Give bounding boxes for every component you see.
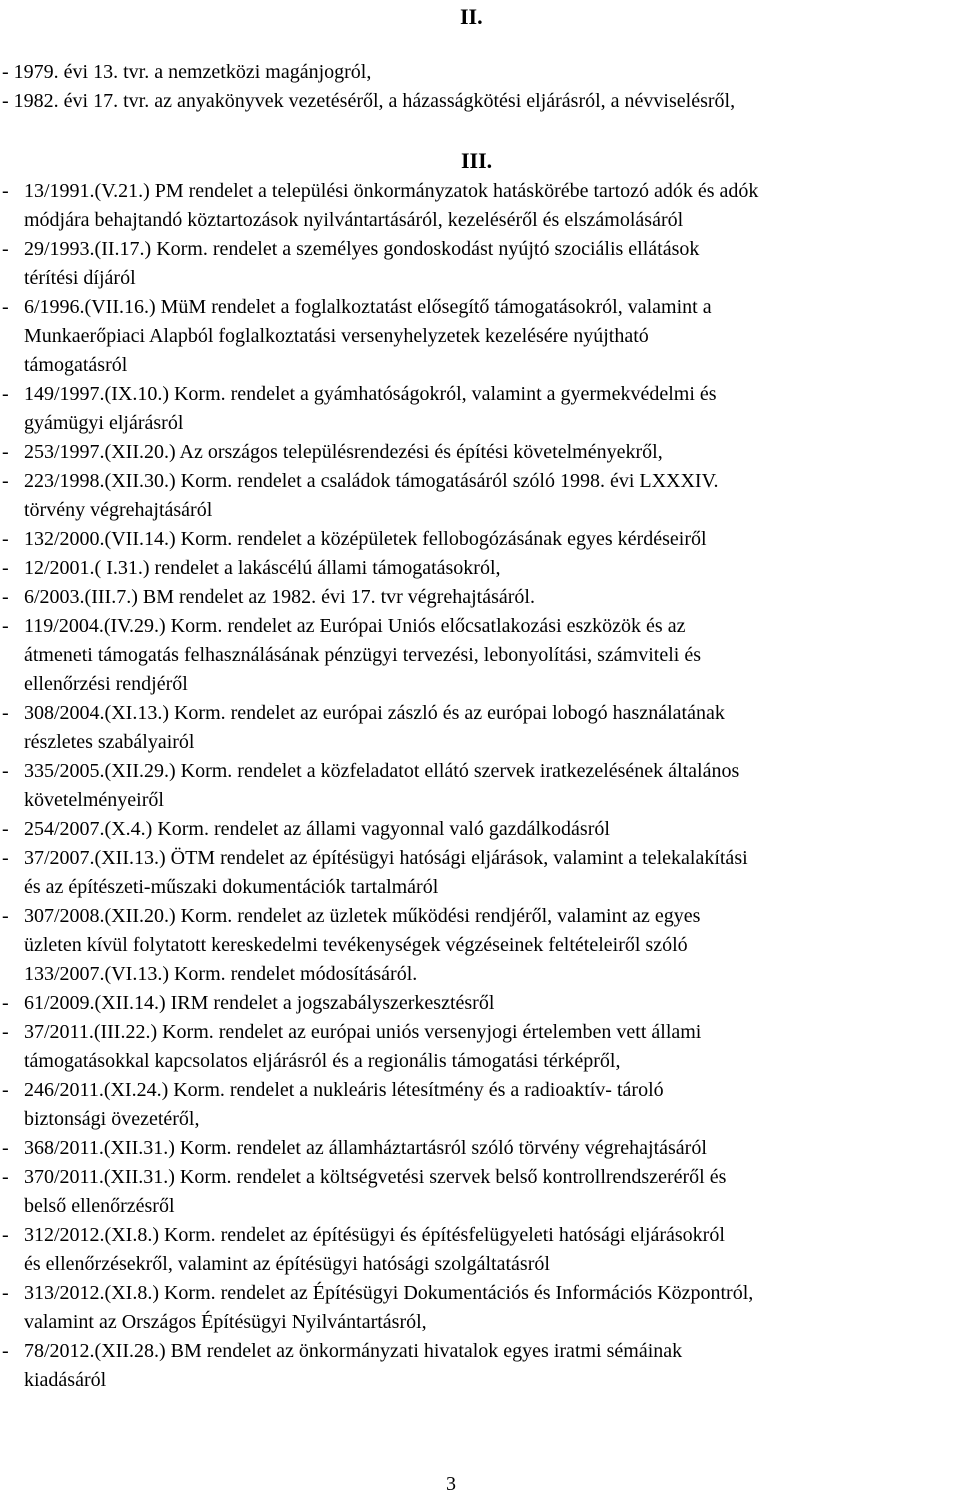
text-line: 132/2000.(VII.14.) Korm. rendelet a középületek fellobogózásának egyes kérdéseiről [24, 528, 707, 550]
list-item-dash: - [2, 238, 9, 260]
text-line: 307/2008.(XII.20.) Korm. rendelet az üzletek működési rendjéről, valamint az egyes [24, 905, 701, 927]
list-item-text [24, 380, 952, 438]
text-line: üzleten kívül folytatott kereskedelmi tevékenységek végzéseinek feltételeiről szóló [24, 934, 688, 956]
list-item-text [24, 177, 952, 235]
text-line: 253/1997.(XII.20.) Az országos településrendezési és építési követelményekről, [24, 441, 663, 463]
list-item [2, 989, 952, 1018]
text-line: 29/1993.(II.17.) Korm. rendelet a személyes gondoskodást nyújtó szociális ellátások [24, 238, 700, 260]
text-line: 368/2011.(XII.31.) Korm. rendelet az államháztartásról szóló törvény végrehajtásáról [24, 1137, 707, 1159]
text-line: 370/2011.(XII.31.) Korm. rendelet a költségvetési szervek belső kontrollrendszeréről és [24, 1166, 727, 1188]
text-line: kiadásáról [24, 1369, 107, 1391]
list-item-dash: - [2, 383, 9, 405]
list-item-text [24, 1221, 952, 1279]
list-item-dash: - [2, 1282, 9, 1304]
list-item [2, 583, 952, 612]
text-line: és az építészeti-műszaki dokumentációk tartalmáról [24, 876, 439, 898]
list-item [2, 1018, 952, 1076]
text-line: 13/1991.(V.21.) PM rendelet a települési önkormányzatok hatáskörébe tartozó adók és adók [24, 180, 759, 202]
list-item-text [24, 1279, 952, 1337]
list-item [2, 699, 952, 757]
list-item-dash: - [2, 992, 9, 1014]
text-line: 78/2012.(XII.28.) BM rendelet az önkormányzati hivatalok egyes iratmi sémáinak [24, 1340, 683, 1362]
list-item [2, 177, 952, 235]
text-line: támogatásokkal kapcsolatos eljárásról és a regionális támogatási térképről, [24, 1050, 621, 1072]
list-item [2, 1337, 952, 1395]
list-item-text [24, 235, 952, 293]
list-item-dash: - [2, 1021, 9, 1043]
list-item [2, 1163, 952, 1221]
section-ii-list [2, 58, 952, 116]
page-number: 3 [446, 1473, 456, 1495]
text-line: és ellenőrzésekről, valamint az építésügyi hatósági szolgáltatásról [24, 1253, 550, 1275]
list-item [2, 293, 952, 380]
list-item [2, 902, 952, 989]
text-line: 133/2007.(VI.13.) Korm. rendelet módosításáról. [24, 963, 418, 985]
list-item-dash: - [2, 702, 9, 724]
text-line: 312/2012.(XI.8.) Korm. rendelet az építésügyi és építésfelügyeleti hatósági eljárásokról [24, 1224, 725, 1246]
list-item [2, 612, 952, 699]
section-iii-heading: III. [461, 148, 493, 173]
text-line: ellenőrzési rendjéről [24, 673, 188, 695]
list-item-dash: - [2, 1137, 9, 1159]
list-item-text [24, 844, 952, 902]
text-line: támogatásról [24, 354, 128, 376]
list-item-dash: - [2, 441, 9, 463]
text-line: 61/2009.(XII.14.) IRM rendelet a jogszabályszerkesztésről [24, 992, 495, 1014]
text-line: 6/2003.(III.7.) BM rendelet az 1982. évi 17. tvr végrehajtásáról. [24, 586, 535, 608]
list-item-text [24, 815, 952, 844]
list-item-text [24, 1134, 952, 1163]
list-item [2, 438, 952, 467]
text-line: törvény végrehajtásáról [24, 499, 213, 521]
list-item [2, 525, 952, 554]
text-line: biztonsági övezetéről, [24, 1108, 200, 1130]
text-line: Munkaerőpiaci Alapból foglalkoztatási versenyhelyzetek kezelésére nyújtható [24, 325, 649, 347]
text-line: átmeneti támogatás felhasználásának pénzügyi tervezési, lebonyolítási, számviteli és [24, 644, 701, 666]
section-ii-heading: II. [460, 4, 483, 29]
list-item [2, 844, 952, 902]
list-item-dash: - [2, 818, 9, 840]
list-item-dash: - [2, 1224, 9, 1246]
text-line: 246/2011.(XI.24.) Korm. rendelet a nukleáris létesítmény és a radioaktív- tároló [24, 1079, 664, 1101]
text-line: követelményeiről [24, 789, 164, 811]
text-line: 313/2012.(XI.8.) Korm. rendelet az Építésügyi Dokumentációs és Információs Központról, [24, 1282, 754, 1304]
list-item-dash: - [2, 1340, 9, 1362]
text-line: 223/1998.(XII.30.) Korm. rendelet a családok támogatásáról szóló 1998. évi LXXXIV. [24, 470, 719, 492]
list-item-text [24, 612, 952, 699]
list-item-text [24, 293, 952, 380]
list-item [2, 1221, 952, 1279]
text-line: 335/2005.(XII.29.) Korm. rendelet a közfeladatot ellátó szervek iratkezelésének általános [24, 760, 740, 782]
list-item-text [24, 1163, 952, 1221]
list-item-text [24, 1076, 952, 1134]
list-item-text [24, 467, 952, 525]
list-item-text [24, 699, 952, 757]
text-line: részletes szabályairól [24, 731, 195, 753]
list-item-dash: - [2, 557, 9, 579]
list-item-dash: - [2, 586, 9, 608]
list-item-dash: - [2, 615, 9, 637]
list-item-dash: - [2, 296, 9, 318]
text-line: valamint az Országos Építésügyi Nyilvántartásról, [24, 1311, 427, 1333]
list-item [2, 1076, 952, 1134]
list-item-text [24, 583, 952, 612]
list-item-text [24, 554, 952, 583]
text-line: módjára behajtandó köztartozások nyilvántartásáról, kezeléséről és elszámolásáról [24, 209, 684, 231]
list-item-dash: - [2, 470, 9, 492]
list-item [2, 554, 952, 583]
list-item-text [24, 902, 952, 989]
section-iii-list [2, 177, 952, 1395]
text-line: 12/2001.( I.31.) rendelet a lakáscélú állami támogatásokról, [24, 557, 501, 579]
list-item-text [24, 757, 952, 815]
list-item-dash: - [2, 760, 9, 782]
list-item: - 1979. évi 13. tvr. a nemzetközi magánjogról, [2, 61, 372, 83]
list-item [2, 815, 952, 844]
text-line: 308/2004.(XI.13.) Korm. rendelet az európai zászló és az európai lobogó használatának [24, 702, 725, 724]
text-line: belső ellenőrzésről [24, 1195, 175, 1217]
text-line: 119/2004.(IV.29.) Korm. rendelet az Európai Uniós előcsatlakozási eszközök és az [24, 615, 686, 637]
list-item-text [24, 438, 952, 467]
list-item [2, 380, 952, 438]
list-item [2, 1134, 952, 1163]
list-item-text [24, 525, 952, 554]
list-item-dash: - [2, 1166, 9, 1188]
list-item [2, 235, 952, 293]
text-line: 37/2011.(III.22.) Korm. rendelet az európai uniós versenyjogi értelemben vett állami [24, 1021, 702, 1043]
text-line: 254/2007.(X.4.) Korm. rendelet az állami vagyonnal való gazdálkodásról [24, 818, 610, 840]
list-item [2, 757, 952, 815]
list-item [2, 1279, 952, 1337]
text-line: 149/1997.(IX.10.) Korm. rendelet a gyámhatóságokról, valamint a gyermekvédelmi és [24, 383, 717, 405]
text-line: 6/1996.(VII.16.) MüM rendelet a foglalkoztatást elősegítő támogatásokról, valamint a [24, 296, 712, 318]
list-item-text [24, 989, 952, 1018]
list-item [2, 467, 952, 525]
list-item-dash: - [2, 528, 9, 550]
list-item-dash: - [2, 1079, 9, 1101]
text-line: gyámügyi eljárásról [24, 412, 184, 434]
list-item-dash: - [2, 180, 9, 202]
list-item-dash: - [2, 905, 9, 927]
text-line: térítési díjáról [24, 267, 136, 289]
text-line: 37/2007.(XII.13.) ÖTM rendelet az építésügyi hatósági eljárások, valamint a telekalakítási [24, 847, 748, 869]
list-item-text [24, 1018, 952, 1076]
list-item-text [24, 1337, 952, 1395]
list-item: - 1982. évi 17. tvr. az anyakönyvek vezetéséről, a házasságkötési eljárásról, a névviselésről, [2, 90, 736, 112]
list-item-dash: - [2, 847, 9, 869]
